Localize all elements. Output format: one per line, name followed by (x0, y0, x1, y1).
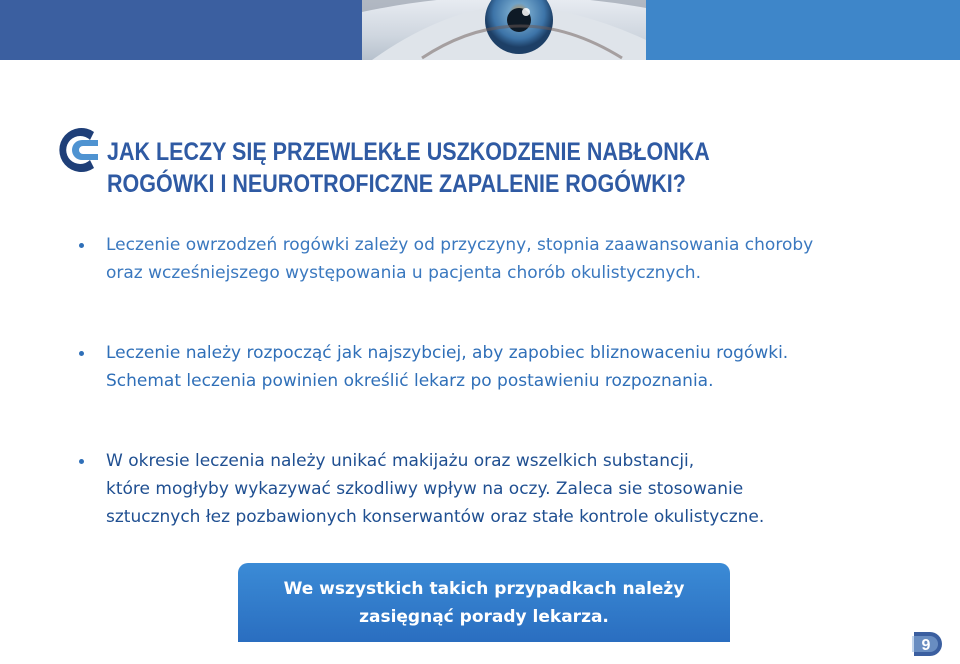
bullet-text-line: które mogłyby wykazywać szkodliwy wpływ na oczy. Zaleca sie stosowanie (106, 479, 744, 499)
bullet-dot-icon (79, 351, 84, 356)
bullet-text-line: sztucznych łez pozbawionych konserwantów oraz stałe kontrole okulistyczne. (106, 507, 765, 527)
page-number-badge-icon (910, 628, 942, 660)
banner-right-panel (646, 0, 960, 60)
page-title-line-1: JAK LECZY SIĘ PRZEWLEKŁE USZKODZENIE NABŁONKA (107, 138, 710, 166)
eye-photo-icon (362, 0, 646, 60)
bullet-dot-icon (79, 243, 84, 248)
bullet-text-line: oraz wcześniejszego występowania u pacjenta chorób okulistycznych. (106, 263, 701, 283)
bullet-text-line: Leczenie owrzodzeń rogówki zależy od przyczyny, stopnia zaawansowania choroby (106, 235, 814, 255)
bullet-item-treatment-depends (106, 231, 906, 287)
bullet-text-line: Schemat leczenia powinien określić lekarz po postawieniu rozpoznania. (106, 371, 714, 391)
callout-line-1: We wszystkich takich przypadkach należy (283, 578, 685, 599)
page-title-line-2: ROGÓWKI I NEUROTROFICZNE ZAPALENIE ROGÓWKI? (107, 170, 686, 198)
bullet-item-avoid-makeup (106, 447, 906, 531)
doctor-advice-callout (238, 563, 730, 642)
banner-left-panel (0, 0, 362, 60)
page-title (107, 136, 812, 200)
callout-line-2: zasięgnąć porady lekarza. (359, 606, 609, 627)
page-number: 9 (921, 637, 931, 654)
bullet-item-start-treatment (106, 339, 906, 395)
bullet-text-line: Leczenie należy rozpocząć jak najszybciej, aby zapobiec bliznowaceniu rogówki. (106, 343, 789, 363)
c-logo-icon (52, 126, 102, 174)
bullet-text-line: W okresie leczenia należy unikać makijażu oraz wszelkich substancji, (106, 451, 695, 471)
bullet-dot-icon (79, 459, 84, 464)
